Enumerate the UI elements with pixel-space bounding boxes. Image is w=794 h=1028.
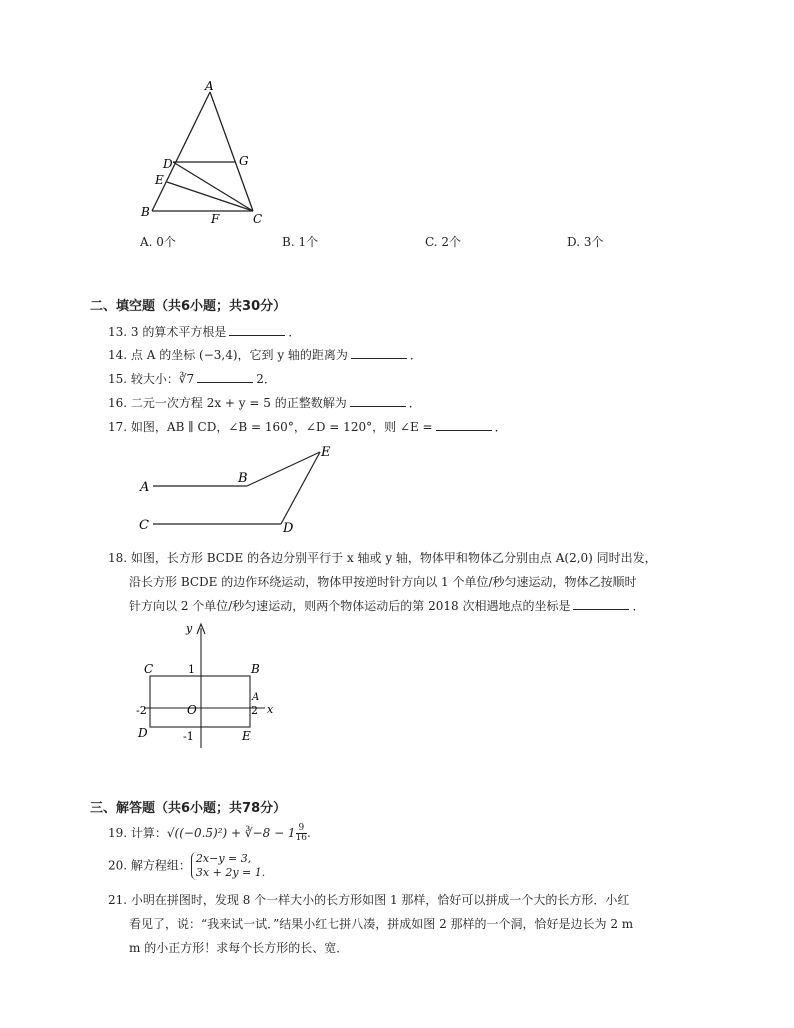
tick-neg-1: -1: [183, 730, 194, 743]
label-D: D: [163, 157, 173, 171]
label-G: G: [239, 154, 249, 168]
question-13: [108, 323, 300, 340]
question-17: [108, 418, 507, 435]
label-E: E: [155, 173, 164, 187]
coordinate-rectangle-figure: [130, 618, 290, 753]
q19-end: .: [307, 826, 311, 840]
axis-y-label: y: [186, 622, 193, 635]
option-c[interactable]: C. 2个: [425, 235, 462, 249]
q17-end: ．: [494, 420, 507, 434]
label-A: A: [140, 480, 150, 495]
q16-answer-blank[interactable]: [350, 394, 406, 407]
q14-text: 14. 点 A 的坐标 (−3,4)，它到 y 轴的距离为: [108, 348, 348, 362]
question-21-line-2: 看见了，说：“我来试一试．”结果小红七拼八凑，拼成如图 2 那样的一个洞，恰好是边长为 2 m: [129, 917, 634, 931]
label-B: B: [238, 471, 248, 486]
q20-equation-system: [191, 852, 265, 880]
question-19: [108, 824, 311, 843]
question-18-line-2: 沿长方形 BCDE 的边作环绕运动，物体甲按逆时针方向以 1 个单位/秒匀速运动，物体乙按顺时: [129, 575, 637, 589]
q20-equation-1: 2x−y = 3,: [195, 852, 252, 865]
label-C: C: [144, 662, 154, 676]
q19-numerator: 9: [296, 824, 307, 834]
q14-answer-blank[interactable]: [351, 346, 407, 359]
label-E: E: [242, 729, 251, 743]
label-O: O: [187, 703, 197, 717]
parallel-lines-figure: [135, 440, 345, 540]
option-d[interactable]: D. 3个: [567, 235, 604, 249]
q18-end: ．: [632, 599, 645, 613]
label-C: C: [253, 212, 263, 226]
question-18-line-1: 18. 如图，长方形 BCDE 的各边分别平行于 x 轴或 y 轴，物体甲和物体乙分别由点 A(2,0) 同时出发，: [108, 551, 657, 565]
question-21-line-3: m 的小正方形！求每个长方形的长、宽．: [129, 941, 349, 955]
q17-text: 17. 如图，AB ∥ CD，∠B = 160°，∠D = 120°，则 ∠E =: [108, 420, 433, 434]
q13-end: ．: [288, 325, 301, 339]
axis-x-label: x: [267, 703, 274, 716]
q16-text: 16. 二元一次方程 2x + y = 5 的正整数解为: [108, 396, 347, 410]
q19-prefix: 19. 计算：: [108, 826, 167, 840]
question-20: [108, 852, 265, 880]
q19-expression: √((−0.5)²) + ∛−8 − 1: [166, 826, 296, 840]
q14-end: ．: [409, 348, 422, 362]
q19-denominator: 16: [295, 833, 308, 843]
q20-prefix: 20. 解方程组：: [108, 858, 191, 873]
question-18-line-3: [129, 597, 645, 614]
label-F: F: [211, 212, 220, 226]
question-15: [108, 370, 276, 387]
q17-answer-blank[interactable]: [436, 418, 492, 431]
q19-fraction: [296, 824, 307, 843]
question-16: [108, 394, 421, 411]
q18-line-3-text: 针方向以 2 个单位/秒匀速运动，则两个物体运动后的第 2018 次相遇地点的坐标是: [129, 599, 571, 613]
tick-neg-2: -2: [136, 704, 147, 717]
question-14: [108, 346, 422, 363]
q13-answer-blank[interactable]: [229, 323, 285, 336]
q15-answer-blank[interactable]: [197, 370, 253, 383]
q15-end: 2．: [256, 372, 276, 386]
label-D: D: [138, 726, 148, 740]
label-C: C: [139, 518, 149, 533]
question-21-line-1: 21. 小明在拼图时，发现 8 个一样大小的长方形如图 1 那样，恰好可以拼成一个大的长方形．小红: [108, 893, 630, 907]
label-A: A: [205, 79, 214, 93]
q20-equation-2: 3x + 2y = 1.: [195, 866, 266, 879]
label-A: A: [252, 692, 260, 703]
triangle-figure: [135, 78, 275, 226]
q13-text: 13. 3 的算术平方根是: [108, 325, 227, 339]
section-2-title: 二、填空题（共6小题；共30分）: [90, 299, 287, 314]
q16-end: ．: [408, 396, 421, 410]
tick-2: 2: [251, 704, 258, 717]
label-B: B: [251, 662, 260, 676]
q18-answer-blank[interactable]: [573, 597, 629, 610]
option-b[interactable]: B. 1个: [282, 235, 319, 249]
tick-1: 1: [188, 663, 195, 676]
label-B: B: [141, 205, 150, 219]
section-3-title: 三、解答题（共6小题；共78分）: [90, 801, 287, 816]
q15-text: 15. 较大小：∛7: [108, 372, 195, 386]
label-E: E: [321, 445, 331, 460]
label-D: D: [283, 521, 294, 536]
option-a[interactable]: A. 0个: [140, 235, 176, 249]
